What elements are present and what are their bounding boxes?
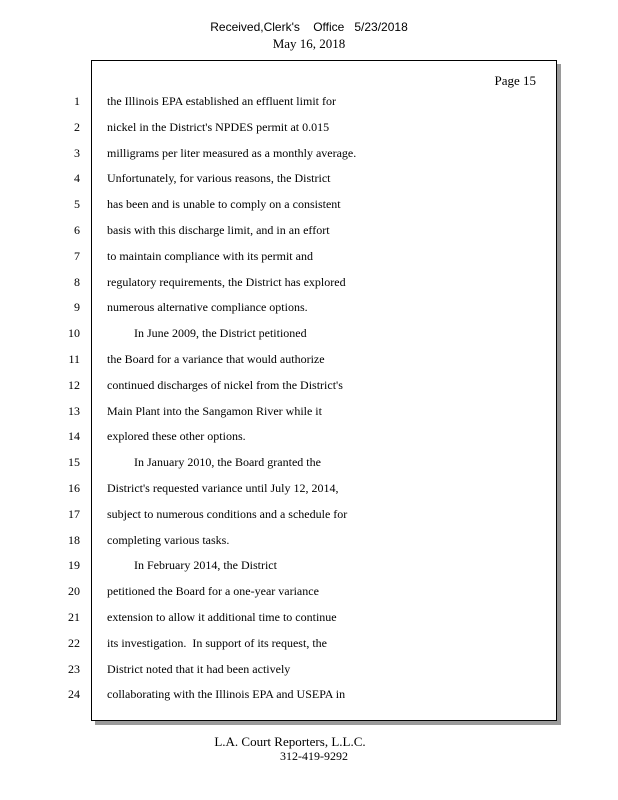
line-text: Main Plant into the Sangamon River while it bbox=[107, 403, 322, 418]
line-number: 20 bbox=[68, 584, 80, 599]
header-date: May 16, 2018 bbox=[272, 36, 346, 51]
line-text: District's requested variance until July 12, 2014, bbox=[107, 481, 339, 495]
line-number: 2 bbox=[74, 119, 80, 134]
line-number: 18 bbox=[68, 532, 80, 547]
line-text: collaborating with the Illinois EPA and USEPA in bbox=[107, 687, 346, 702]
footer-company: L.A. Court Reporters, L.L.C. bbox=[214, 734, 366, 749]
line-number: 9 bbox=[74, 300, 80, 315]
line-number: 11 bbox=[68, 352, 80, 366]
line-text: its investigation. In support of its request, the bbox=[107, 635, 327, 650]
line-number: 6 bbox=[74, 223, 80, 237]
line-text: In February 2014, the District bbox=[107, 558, 277, 573]
line-number: 21 bbox=[68, 610, 80, 624]
line-number: 3 bbox=[74, 145, 80, 160]
line-text: explored these other options. bbox=[107, 429, 246, 444]
line-number: 13 bbox=[68, 403, 80, 418]
line-number: 23 bbox=[68, 661, 80, 676]
line-text: completing various tasks. bbox=[107, 532, 230, 547]
line-number: 15 bbox=[68, 455, 80, 470]
line-text: milligrams per liter measured as a monthly average. bbox=[107, 145, 357, 160]
line-text: to maintain compliance with its permit and bbox=[107, 248, 313, 263]
line-text: extension to allow it additional time to continue bbox=[107, 610, 337, 624]
line-text: has been and is unable to comply on a consistent bbox=[107, 197, 341, 212]
line-number: 8 bbox=[74, 274, 80, 289]
line-text: In January 2010, the Board granted the bbox=[107, 455, 321, 470]
line-number: 12 bbox=[68, 377, 80, 392]
line-text: nickel in the District's NPDES permit at 0.015 bbox=[107, 119, 330, 134]
line-text: Unfortunately, for various reasons, the District bbox=[107, 171, 331, 186]
line-text: basis with this discharge limit, and in an effort bbox=[107, 223, 330, 237]
page-number: Page 15 bbox=[494, 73, 536, 88]
line-text: the Board for a variance that would authorize bbox=[107, 352, 325, 366]
line-text: subject to numerous conditions and a schedule for bbox=[107, 506, 348, 521]
line-number: 19 bbox=[68, 558, 80, 573]
line-text: the Illinois EPA established an effluent limit for bbox=[107, 94, 336, 108]
line-number: 1 bbox=[74, 94, 80, 108]
line-number: 14 bbox=[68, 429, 80, 444]
line-text: regulatory requirements, the District has explored bbox=[107, 274, 346, 289]
line-number: 22 bbox=[68, 635, 80, 650]
line-number: 24 bbox=[68, 687, 80, 702]
line-number: 4 bbox=[74, 171, 80, 186]
line-number: 16 bbox=[68, 481, 80, 495]
line-number: 5 bbox=[74, 197, 80, 212]
received-stamp: Received,Clerk's Office 5/23/2018 bbox=[210, 20, 408, 34]
line-text: continued discharges of nickel from the District's bbox=[107, 377, 343, 392]
line-number: 7 bbox=[74, 248, 80, 263]
line-number: 10 bbox=[68, 326, 80, 341]
footer-phone: 312-419-9292 bbox=[280, 749, 348, 763]
line-text: In June 2009, the District petitioned bbox=[107, 326, 307, 341]
line-text: petitioned the Board for a one-year variance bbox=[107, 584, 319, 599]
line-text: numerous alternative compliance options. bbox=[107, 300, 308, 315]
line-text: District noted that it had been actively bbox=[107, 661, 291, 676]
line-number: 17 bbox=[68, 506, 80, 521]
